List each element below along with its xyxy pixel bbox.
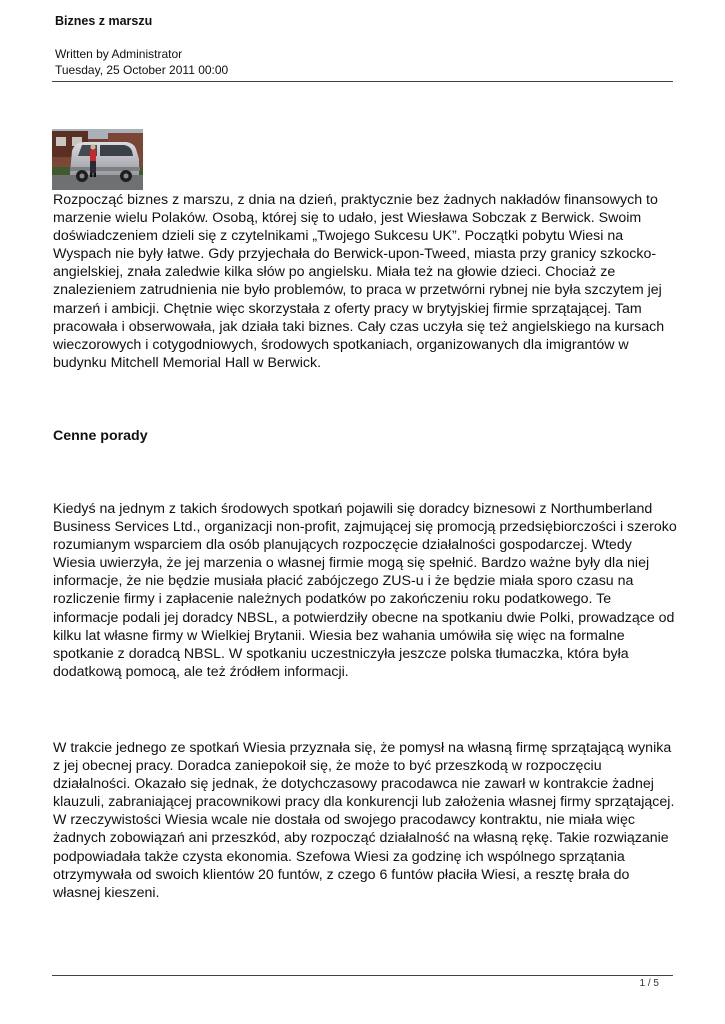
paragraph-2-text: Kiedyś na jednym z takich środowych spotkań pojawili się doradcy biznesowi z Northumberland Business Services Ltd., organizacji non-profit, zajmującej się promocją przedsiębiorczości i szeroko rozumianym wsparciem dla osób planujących rozpoczęcie działalności gospodarczej. Wtedy Wiesia uwierzyła, że jej marzenia o własnej firmie mogą się spełnić. Bardzo ważne były dla niej informacje, że nie będzie musiała płacić zabójczego ZUS-u i że będzie miała sporo czasu na rozliczenie firmy i zapłacenie należnych podatków po zakończeniu roku podatkowego. Te informacje podali jej doradcy NBSL, a potwierdziły obecne na spotkaniu dwie Polki, prowadzące od kilku lat własne firmy w Wielkiej Brytanii. Wiesia bez wahania umówiła się więc na formalne spotkanie z doradcą NBSL. W spotkaniu uczestniczyła jeszcze polska tłumaczka, która była dodatkową pomocą, ale też źródłem informacji. xyxy=(53,501,677,680)
document-meta xyxy=(55,46,228,78)
document-title: Biznes z marszu xyxy=(55,14,153,28)
header-divider xyxy=(52,81,673,82)
paragraph-3-text: W trakcie jednego ze spotkań Wiesia przyznała się, że pomysł na własną firmę sprzątającą wynika z jej obecnej pracy. Doradca zaniepokoił się, że może to być przeszkodą w rozpoczęciu działalności. Okazało się jednak, że dotychczasowy pracodawca nie zawarł w kontrakcie żadnej klauzuli, zabraniającej pracownikowi pracy dla konkurencji lub założenia własnej firmy sprzątającej. W rzeczywistości Wiesia wcale nie dostała od swojego pracodawcy kontraktu, nie miała więc żadnych zobowiązań ani przeszkód, aby rozpocząć działalność na własną rękę. Takie rozwiązanie podpowiadała także czysta ekonomia. Szefowa Wiesi za godzinę ich wspólnego sprzątania otrzymywała od swoich klientów 20 funtów, z czego 6 funtów płaciła Wiesi, a resztę brała do własnej kieszeni. xyxy=(53,740,675,901)
section-heading: Cenne porady xyxy=(53,428,148,444)
date-line: Tuesday, 25 October 2011 00:00 xyxy=(55,63,229,77)
article-paragraph-1 xyxy=(53,191,678,372)
article-paragraph-3 xyxy=(53,739,678,902)
footer-divider xyxy=(52,975,673,976)
author-line: Written by Administrator xyxy=(55,47,183,61)
article-photo xyxy=(52,129,143,190)
article-paragraph-2 xyxy=(53,500,678,681)
photo-woman-beside-silver-van-icon xyxy=(52,129,143,190)
page-number: 1 / 5 xyxy=(639,978,659,989)
paragraph-1-text: Rozpocząć biznes z marszu, z dnia na dzień, praktycznie bez żadnych nakładów finansowych to marzenie wielu Polaków. Osobą, której się to udało, jest Wiesława Sobczak z Berwick. Swoim doświadczeniem dzieli się z czytelnikami „Twojego Sukcesu UK”. Początki pobytu Wiesi na Wyspach nie były łatwe. Gdy przyjechała do Berwick-upon-Tweed, miasta przy granicy szkocko-angielskiej, znała zaledwie kilka słów po angielsku. Miała też na głowie dzieci. Chociaż ze znalezieniem zatrudnienia nie było problemów, to praca w przetwórni rybnej nie była szczytem jej marzeń i ambicji. Chętnie więc skorzystała z oferty pracy w brytyjskiej firmie sprzątającej. Tam pracowała i obserwowała, jak działa taki biznes. Cały czas uczyła się też angielskiego na kursach wieczorowych i cotygodniowych, środowych spotkaniach, organizowanych dla imigrantów w budynku Mitchell Memorial Hall w Berwick. xyxy=(53,192,665,371)
